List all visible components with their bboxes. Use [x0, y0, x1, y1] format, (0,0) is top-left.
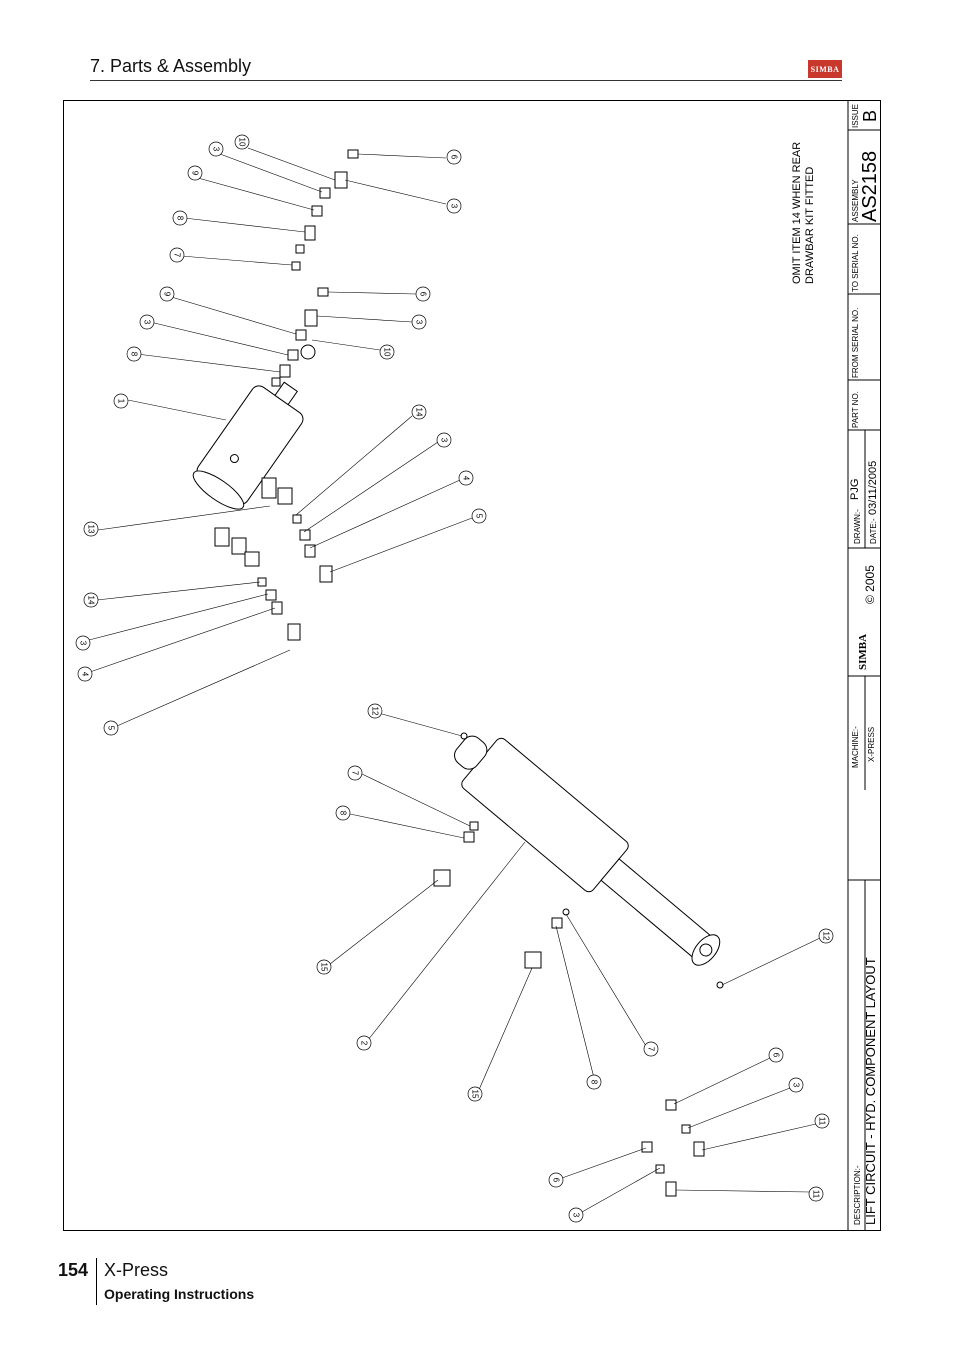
callout-label: 3 [791, 1082, 801, 1088]
callout-label: 13 [86, 524, 96, 534]
simba-logo: SIMBA [808, 60, 842, 78]
note-line-1: OMIT ITEM 14 WHEN REAR [791, 141, 803, 284]
callout-label: 3 [211, 146, 221, 152]
from-serial-label: FROM SERIAL NO. [851, 307, 860, 378]
callout-label: 3 [414, 319, 424, 325]
issue-label: ISSUE [851, 103, 860, 128]
callout-label: 6 [418, 291, 428, 297]
section-title: 7. Parts & Assembly [90, 56, 252, 76]
callout-label: 2 [359, 1040, 369, 1046]
callout-label: 14 [414, 407, 424, 417]
description-text: LIFT CIRCUIT - HYD. COMPONENT LAYOUT [863, 957, 878, 1225]
callout-label: 5 [474, 513, 484, 519]
date-label: DATE:- [869, 518, 878, 544]
callout-label: 10 [382, 347, 392, 357]
machine-label: MACHINE:- [851, 726, 860, 768]
components [188, 150, 734, 1196]
callout-label: 11 [811, 1189, 821, 1199]
issue-value: B [860, 109, 880, 122]
callout-label: 7 [172, 252, 182, 258]
callout-label: 12 [370, 706, 380, 716]
accumulator [188, 370, 315, 516]
callout-label: 6 [449, 154, 459, 160]
to-serial-label: TO SERIAL NO. [851, 234, 860, 292]
callout-label: 8 [129, 351, 139, 357]
page-number: 154 [58, 1260, 89, 1280]
callout-label: 7 [646, 1046, 656, 1052]
callout-label: 5 [106, 725, 116, 731]
note-line-2: DRAWBAR KIT FITTED [804, 166, 816, 284]
date-value: 03/11/2005 [867, 460, 879, 515]
drawn-label: DRAWN:- [853, 509, 862, 544]
callout-label: 4 [80, 671, 90, 677]
callout-label: 3 [571, 1212, 581, 1218]
callout-label: 8 [589, 1079, 599, 1085]
callout-label: 8 [338, 810, 348, 816]
callout-label: 1 [116, 398, 126, 404]
copyright: © 2005 [863, 565, 877, 604]
description-label: DESCRIPTION:- [853, 1165, 862, 1225]
callout-label: 6 [551, 1177, 561, 1183]
machine-value: X-PRESS [867, 726, 876, 762]
assembly-number: AS2158 [859, 150, 881, 222]
callout-label: 7 [350, 770, 360, 776]
callout-label: 14 [86, 595, 96, 605]
footer-divider [96, 1258, 97, 1305]
drawn-value: PJG [849, 478, 861, 500]
hydraulic-ram [440, 720, 734, 981]
callout-label: 3 [449, 203, 459, 209]
title-block-logo: SIMBA [857, 633, 869, 670]
callout-label: 9 [162, 291, 172, 297]
assembly-label: ASSEMBLY [851, 179, 860, 222]
document-subtitle: Operating Instructions [104, 1286, 255, 1302]
callout-label: 8 [175, 215, 185, 221]
callout-label: 3 [78, 640, 88, 646]
part-no-label: PART NO. [851, 391, 860, 428]
callout-label: 10 [237, 137, 247, 147]
callout-label: 3 [142, 319, 152, 325]
callout-label: 15 [319, 962, 329, 972]
callout-label: 6 [771, 1052, 781, 1058]
callout-label: 3 [439, 437, 449, 443]
callout-label: 15 [470, 1089, 480, 1099]
callout-label: 11 [817, 1116, 827, 1126]
product-name: X-Press [104, 1260, 169, 1280]
callouts [76, 135, 833, 1222]
callout-label: 12 [821, 931, 831, 941]
callout-label: 9 [190, 170, 200, 176]
callout-label: 4 [461, 475, 471, 481]
leader-lines [86, 148, 820, 1212]
upper-fittings [272, 150, 358, 386]
